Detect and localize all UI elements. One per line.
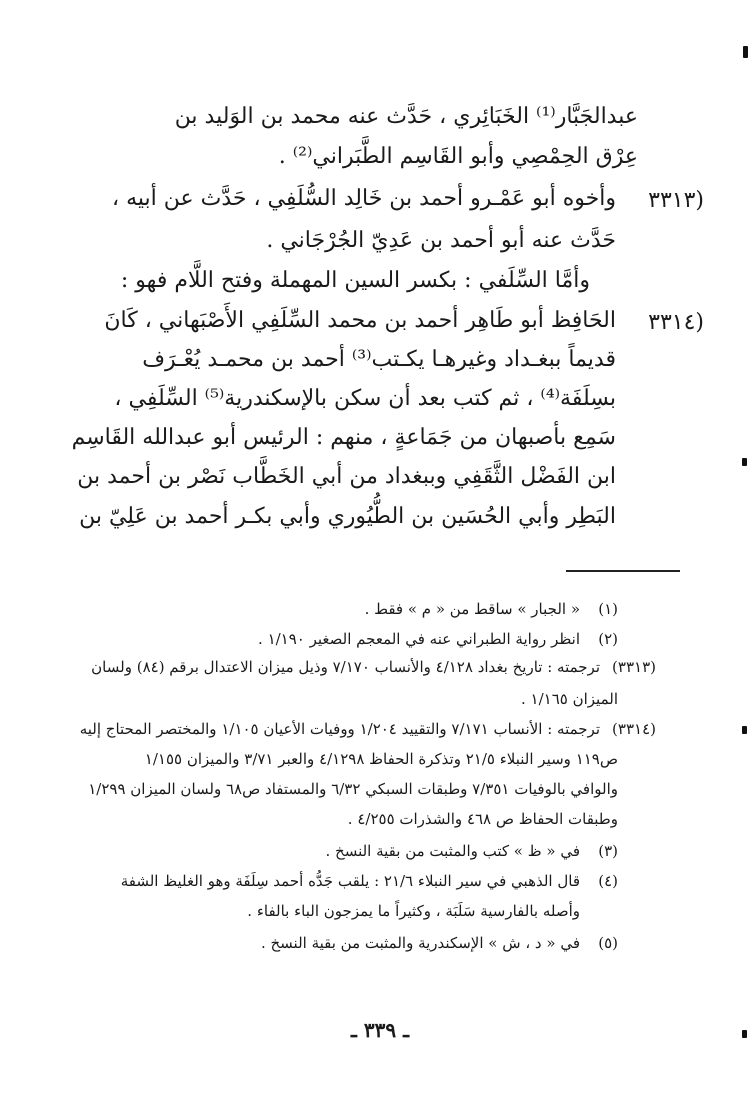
scan-edge-mark	[742, 1030, 747, 1038]
main-text-line: حَدَّث عنه أبو أحمد بن عَدِيّ الجُرْجَاني .	[266, 228, 616, 253]
entry-number: (٣٣١٣	[648, 188, 704, 213]
entry-number: (٣٣١٤	[648, 310, 704, 335]
main-text-line: ابن الفَضْل الثَّقَفِي وببغداد من أبي الخَطَّاب نَصْر بن أحمد بن	[77, 464, 616, 489]
footnote-text: الميزان ١/١٦٥ .	[521, 690, 618, 708]
main-text-line: عِرْق الحِمْصِي وأبو القَاسِم الطَّبَراني⁽²⁾ .	[278, 144, 638, 169]
footnote-label: (١)	[598, 600, 618, 618]
footnote-text: وأصله بالفارسية سَلَبَة ، وكثيراً ما يمزجون الباء بالفاء .	[247, 902, 580, 920]
scan-edge-mark	[742, 458, 747, 466]
footnote-text: ص١١٩ وسير النبلاء ٢١/٥ وتذكرة الحفاظ ٤/١٢٩٨ والعبر ٣/٧١ والميزان ١/١٥٥	[144, 750, 618, 768]
footnote-text: وطبقات الحفاظ ص ٤٦٨ والشذرات ٤/٢٥٥ .	[347, 810, 618, 828]
footnote-label: (٣٣١٤)	[612, 720, 656, 738]
main-text-line: وأمَّا السِّلَفي : بكسر السين المهملة وفتح اللَّام فهو :	[120, 268, 590, 293]
footnote-text: ترجمته : تاريخ بغداد ٤/١٢٨ والأنساب ٧/١٧٠ وذيل ميزان الاعتدال برقم (٨٤) ولسان	[91, 658, 600, 676]
footnote-label: (٢)	[598, 630, 618, 648]
footnote-text: ترجمته : الأنساب ٧/١٧١ والتقييد ١/٢٠٤ ووفيات الأعيان ١/١٠٥ والمختصر المحتاج إليه	[79, 720, 600, 738]
footnote-text: والوافي بالوفيات ٧/٣٥١ وطبقات السبكي ٦/٣٢ والمستفاد ص٦٨ ولسان الميزان ١/٢٩٩	[88, 780, 618, 798]
footnote-text: في « ظ » كتب والمثبت من بقية النسخ .	[325, 842, 580, 860]
footnote-text: قال الذهبي في سير النبلاء ٢١/٦ : يلقب جَدُّه أحمد سِلَفَة وهو الغليظ الشفة	[120, 872, 580, 890]
main-text-line: عبدالجَبَّار⁽¹⁾ الخَبَائِري ، حَدَّث عنه محمد بن الوَليد بن	[174, 104, 638, 129]
scan-edge-mark	[742, 726, 747, 734]
scan-edge-mark	[743, 46, 748, 58]
footnote-text: في « د ، ش » الإسكندرية والمثبت من بقية النسخ .	[260, 934, 580, 952]
main-text-line: الحَافِظ أبو طَاهِر أحمد بن محمد السِّلَفِي الأَصْبَهاني ، كَانَ	[104, 308, 616, 333]
footnote-label: (٤)	[598, 872, 618, 890]
main-text-line: قديماً ببغـداد وغيرهـا يكـتب⁽³⁾ أحمد بن محمـد يُعْـرَف	[142, 347, 616, 372]
footnote-label: (٣٣١٣)	[612, 658, 656, 676]
footnote-label: (٣)	[598, 842, 618, 860]
main-text-line: بسِلَفَة⁽⁴⁾ ، ثم كتب بعد أن سكن بالإسكندرية⁽⁵⁾ السِّلَفِي ،	[114, 386, 616, 411]
footnote-label: (٥)	[598, 934, 618, 952]
footnote-separator	[566, 570, 680, 572]
main-text-line: سَمِع بأصبهان من جَمَاعةٍ ، منهم : الرئيس أبو عبدالله القَاسِم	[71, 425, 616, 450]
page-number: ـ ٣٣٩ ـ	[351, 1018, 409, 1042]
main-text-line: البَطِر وأبي الحُسَين بن الطُّيُوري وأبي بكـر أحمد بن عَلِيّ بن	[79, 504, 616, 529]
main-text-line: وأخوه أبو عَمْـرو أحمد بن خَالِد السُّلَفِي ، حَدَّث عن أبيه ،	[111, 186, 616, 211]
footnote-text: « الجبار » ساقط من « م » فقط .	[364, 600, 580, 618]
footnote-text: انظر رواية الطبراني عنه في المعجم الصغير ١/١٩٠ .	[258, 630, 580, 648]
